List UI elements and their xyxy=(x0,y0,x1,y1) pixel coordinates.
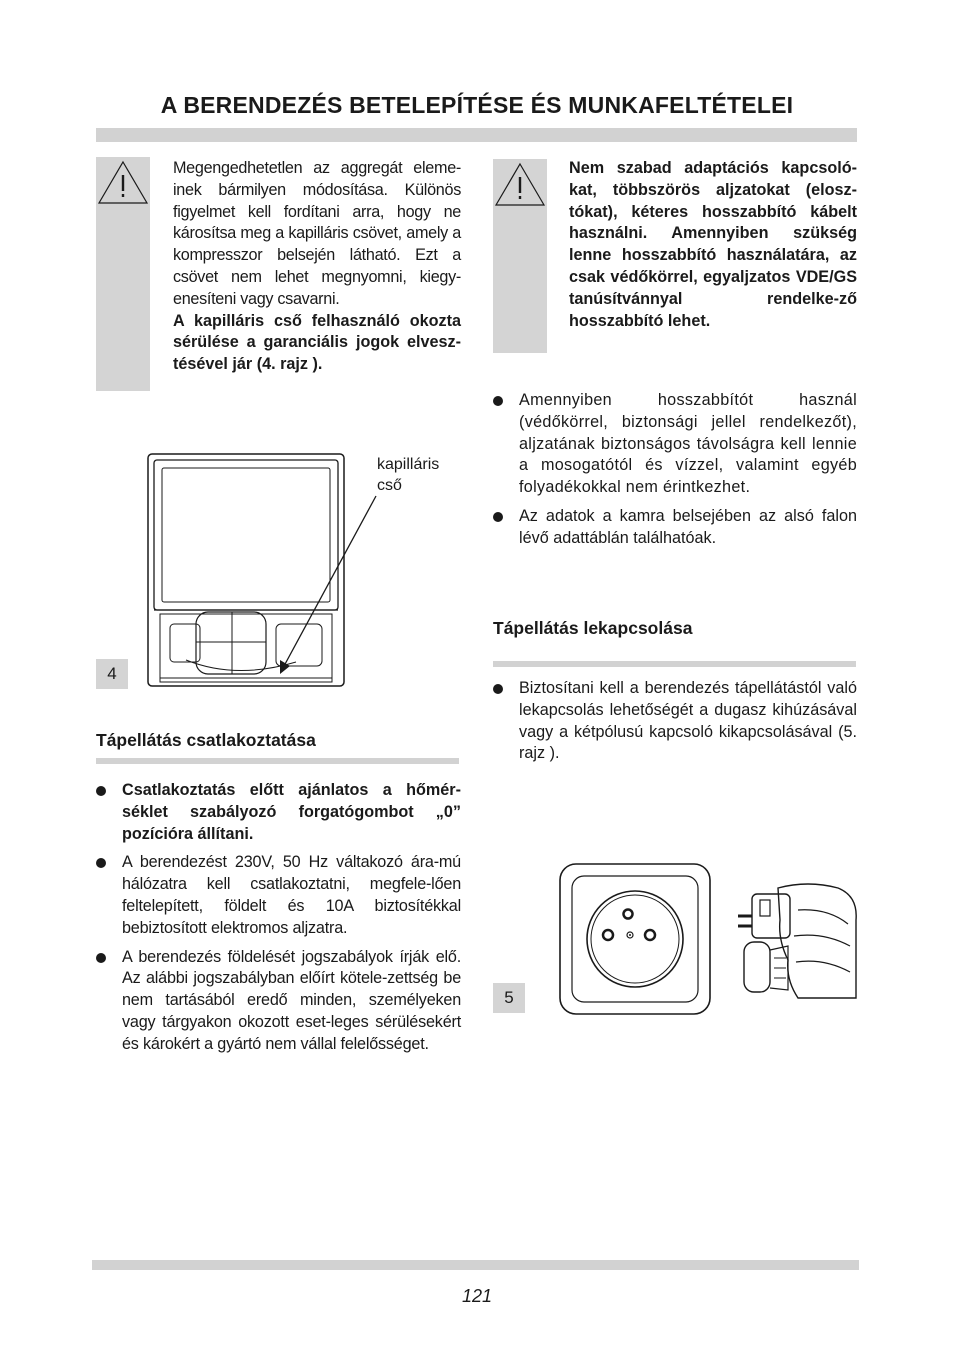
wall-socket-illustration xyxy=(558,862,712,1016)
section-underline-disconnect xyxy=(493,661,856,667)
warning-triangle-icon xyxy=(97,159,149,205)
list-item: A berendezés földelését jogszabályok írják elő. Az alábbi jogszabályban előírt kötele-zettség be nem tartásából eredő minden, személyeken vagy tárgyakon okozott eset-leges sérülésekért és károkért a gyártó nem vállal felelősséget. xyxy=(96,947,461,1056)
section-heading-disconnect: Tápellátás lekapcsolása xyxy=(493,618,693,638)
list-item: Amennyiben hosszabbítót használ (védőkörrel, biztonsági jellel rendelkezőt), aljzatának biztonságos távolságra kell lennie a mosogatótól és vízzel, valamint egyéb folyadékokkal nem érintkezhet. xyxy=(493,390,857,499)
list-item: Biztosítani kell a berendezés tápellátástól való lekapcsolás lehetőségét a dugasz kihúzásával vagy a kétpólusú kapcsoló kikapcsolásával (5. rajz ). xyxy=(493,678,857,765)
connect-bullet-list xyxy=(96,780,461,1063)
disconnect-bullet-list xyxy=(493,678,857,772)
warning-bar-left xyxy=(96,157,150,391)
capillary-label: kapilláris cső xyxy=(377,456,440,494)
section-heading-connect: Tápellátás csatlakoztatása xyxy=(96,730,316,750)
list-item: Az adatok a kamra belsejében az alsó falon lévő adattáblán találhatóak. xyxy=(493,506,857,550)
page-title: A BERENDEZÉS BETELEPÍTÉSE ÉS MUNKAFELTÉTELEI xyxy=(160,92,794,118)
warning-bar-right xyxy=(493,159,547,353)
hand-plug-illustration xyxy=(738,880,858,1000)
warning-left-bold-text: A kapilláris cső felhasználó okozta sérülése a garanciális jogok elvesz-tésével jár (4. rajz ). xyxy=(173,311,461,374)
footer-bar xyxy=(92,1260,859,1270)
warning-left-text: Megengedhetetlen az aggregát eleme-inek bármilyen módosítása. Különös figyelmet kell fordítani arra, hogy ne károsítsa meg a kapilláris csövet, amely a kompresszor belsején látható. Ezt a csövet nem lehet megnyomni, kiegy-enesíteni vagy csavarni. xyxy=(173,159,461,308)
warning-text-right xyxy=(569,158,857,332)
figure-number-4: 4 xyxy=(96,659,128,689)
page-number: 121 xyxy=(461,1286,493,1306)
warning-triangle-icon xyxy=(494,161,546,207)
warning-right-bold-text: Nem szabad adaptációs kapcsoló-kat, többszörös aljzatokat (elosz-tókat), kéteres hosszabbító kábelt használni. Amennyiben szükség lenne hosszabbító használatára, az csak védőkörrel, egyaljzatos VDE/GS tanúsítvánnyal rendelke-ző hosszabbító lehet. xyxy=(569,159,857,330)
extension-bullet-list xyxy=(493,390,857,557)
list-item: Csatlakoztatás előtt ajánlatos a hőmér-séklet szabályozó forgatógombot „0” pozícióra állítani. xyxy=(96,780,461,845)
title-underline xyxy=(96,128,857,142)
section-underline-connect xyxy=(96,758,459,764)
list-item: A berendezést 230V, 50 Hz váltakozó ára-mú hálózatra kell csatlakoztatni, megfele-lően feltelepített, földelt és 10A biztosítékkal bebiztosított elektromos aljzatra. xyxy=(96,852,461,939)
figure-number-5: 5 xyxy=(493,983,525,1013)
warning-text-left xyxy=(173,158,461,376)
capillary-pointer-line xyxy=(270,470,380,680)
